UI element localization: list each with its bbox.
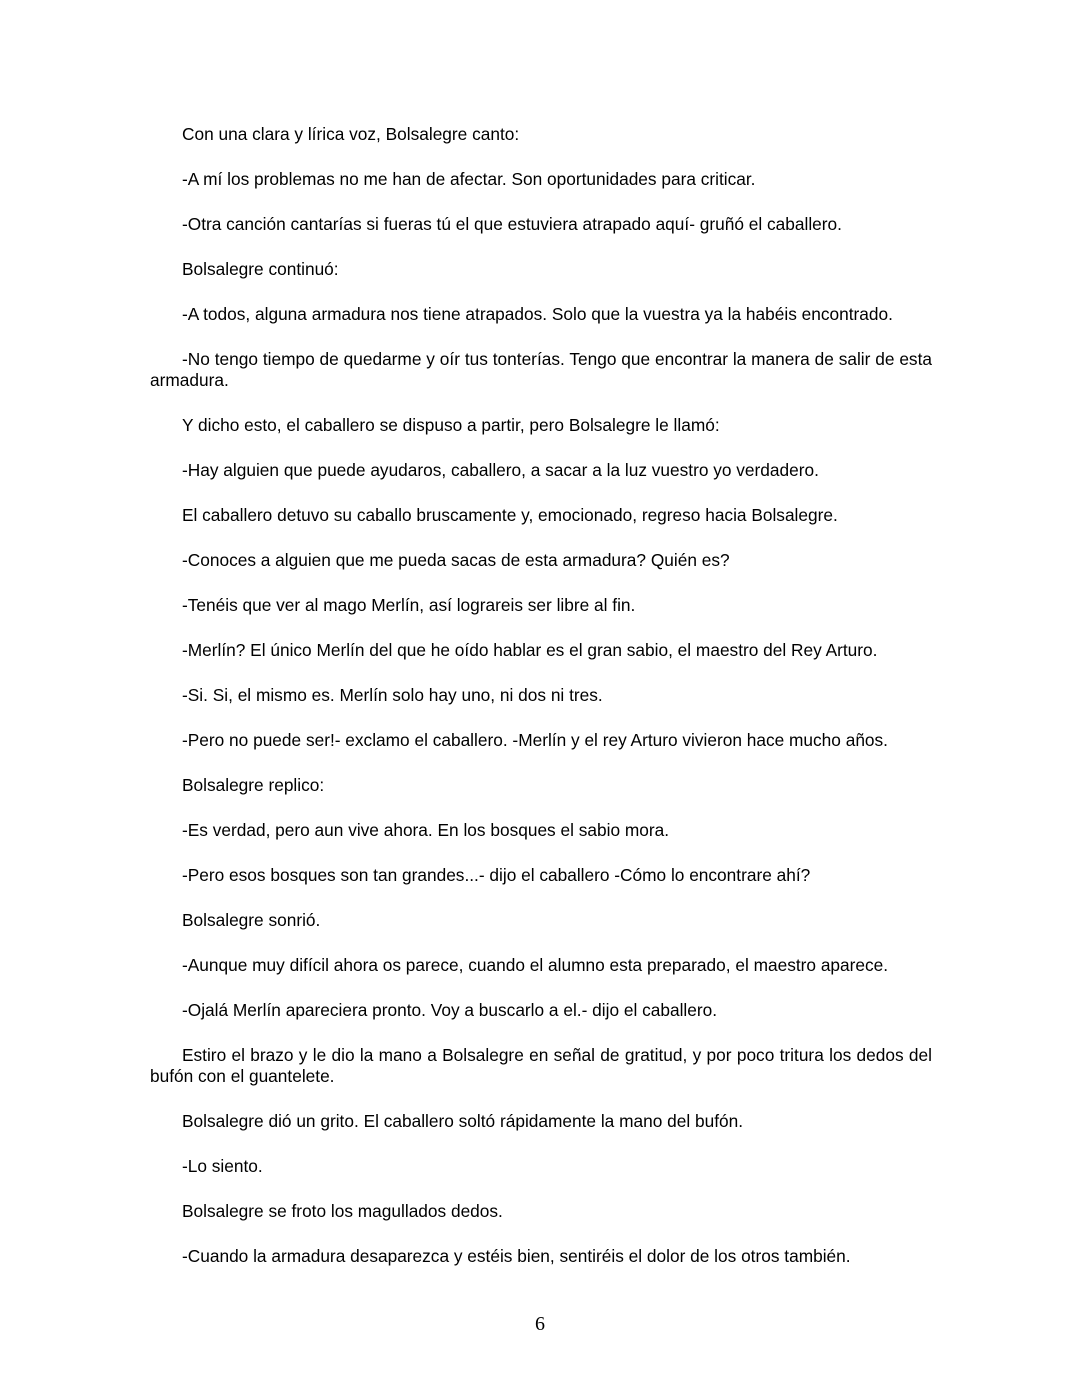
paragraph-1: Con una clara y lírica voz, Bolsalegre canto:: [182, 124, 520, 144]
paragraph-14: -Pero no puede ser!- exclamo el caballero. -Merlín y el rey Arturo vivieron hace mucho años.: [182, 730, 888, 750]
paragraph-2: -A mí los problemas no me han de afectar. Son oportunidades para criticar.: [182, 169, 756, 189]
paragraph-8: -Hay alguien que puede ayudaros, caballero, a sacar a la luz vuestro yo verdadero.: [182, 460, 819, 480]
paragraph-15: Bolsalegre replico:: [182, 775, 325, 795]
paragraph-25: -Cuando la armadura desaparezca y estéis bien, sentiréis el dolor de los otros también.: [182, 1246, 851, 1266]
paragraph-19: -Aunque muy difícil ahora os parece, cuando el alumno esta preparado, el maestro aparece.: [182, 955, 889, 975]
paragraph-16: -Es verdad, pero aun vive ahora. En los bosques el sabio mora.: [182, 820, 670, 840]
paragraph-5: -A todos, alguna armadura nos tiene atrapados. Solo que la vuestra ya la habéis encontrado.: [182, 304, 893, 324]
paragraph-6: -No tengo tiempo de quedarme y oír tus tonterías. Tengo que encontrar la manera de salir de esta armadura.: [150, 349, 932, 390]
paragraph-17: -Pero esos bosques son tan grandes...- dijo el caballero -Cómo lo encontrare ahí?: [182, 865, 811, 885]
paragraph-23: -Lo siento.: [182, 1156, 263, 1176]
document-page: [150, 124, 932, 1291]
paragraph-13: -Si. Si, el mismo es. Merlín solo hay uno, ni dos ni tres.: [182, 685, 603, 705]
paragraph-11: -Tenéis que ver al mago Merlín, así lograreis ser libre al fin.: [182, 595, 636, 615]
paragraph-3: -Otra canción cantarías si fueras tú el que estuviera atrapado aquí- gruñó el caballero.: [182, 214, 842, 234]
paragraph-24: Bolsalegre se froto los magullados dedos.: [182, 1201, 503, 1221]
paragraph-22: Bolsalegre dió un grito. El caballero soltó rápidamente la mano del bufón.: [182, 1111, 744, 1131]
paragraph-7: Y dicho esto, el caballero se dispuso a partir, pero Bolsalegre le llamó:: [182, 415, 720, 435]
paragraph-10: -Conoces a alguien que me pueda sacas de esta armadura? Quién es?: [182, 550, 730, 570]
paragraph-18: Bolsalegre sonrió.: [182, 910, 321, 930]
paragraph-20: -Ojalá Merlín apareciera pronto. Voy a buscarlo a el.- dijo el caballero.: [182, 1000, 718, 1020]
paragraph-12: -Merlín? El único Merlín del que he oído hablar es el gran sabio, el maestro del Rey Arturo.: [182, 640, 878, 660]
paragraph-4: Bolsalegre continuó:: [182, 259, 339, 279]
page-number: 6: [535, 1313, 545, 1335]
paragraph-21: Estiro el brazo y le dio la mano a Bolsalegre en señal de gratitud, y por poco tritura los dedos del bufón con el guantelete.: [150, 1045, 932, 1086]
paragraph-9: El caballero detuvo su caballo bruscamente y, emocionado, regreso hacia Bolsalegre.: [182, 505, 838, 525]
